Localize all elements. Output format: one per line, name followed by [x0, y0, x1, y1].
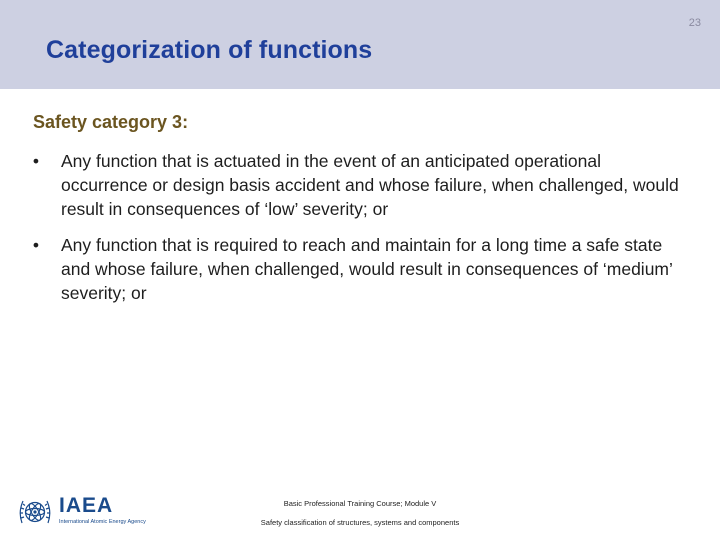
bullet-item — [30, 149, 690, 221]
bullet-item — [30, 233, 690, 305]
section-heading: Safety category 3: — [33, 112, 189, 132]
page-number: 23 — [688, 17, 701, 29]
footer-topic-line: Safety classification of structures, systems and components — [260, 518, 460, 527]
iaea-emblem-icon — [16, 494, 54, 530]
bullet-text: Any function that is actuated in the event of an anticipated operational occurrence or design basis accident and whose failure, when challenged, would result in consequences of ‘low’ severity; or — [61, 151, 679, 219]
bullet-mark: • — [32, 235, 40, 255]
slide-title: Categorization of functions — [46, 36, 373, 64]
iaea-logo — [16, 494, 166, 530]
bullet-mark: • — [32, 151, 40, 171]
footer-course-line: Basic Professional Training Course; Module V — [283, 499, 437, 508]
logo-name: IAEA — [59, 494, 114, 517]
bullet-list — [30, 149, 690, 317]
logo-subtitle: International Atomic Energy Agency — [59, 519, 146, 525]
bullet-text: Any function that is required to reach and maintain for a long time a safe state and whose failure, when challenged, would result in consequences of ‘medium’ severity; or — [61, 235, 673, 303]
